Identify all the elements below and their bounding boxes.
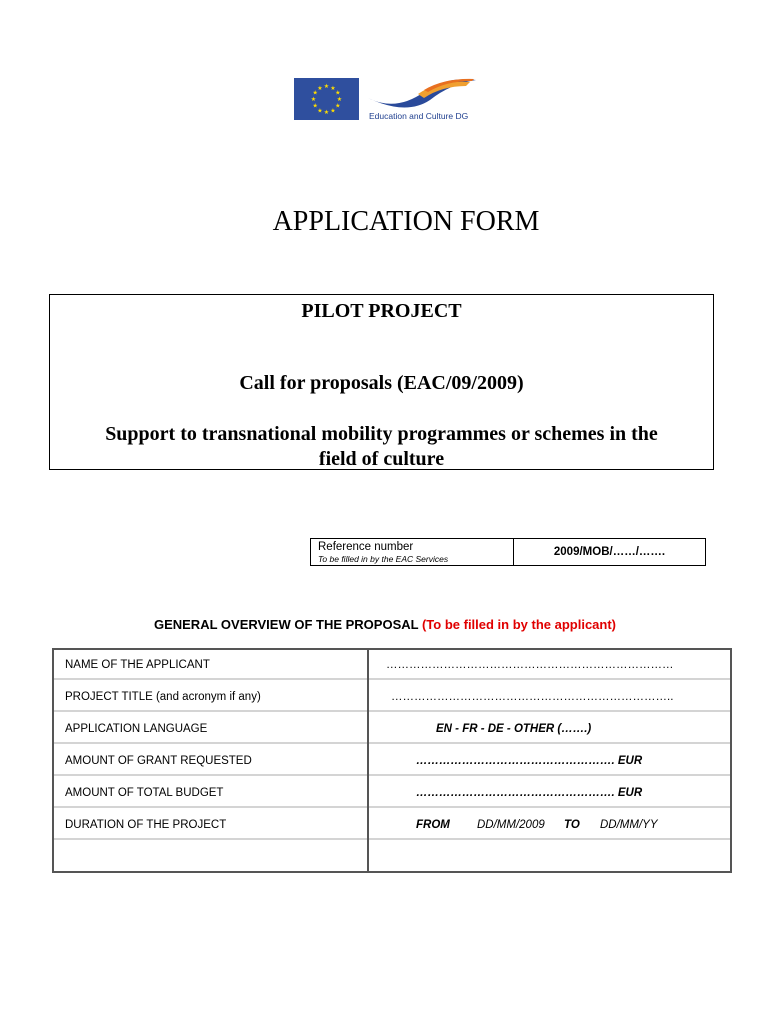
eu-star-icon: ★ (312, 90, 318, 97)
call-for-proposals-heading: Call for proposals (EAC/09/2009) (239, 372, 524, 394)
proposal-overview-table (52, 648, 732, 873)
eu-star-icon: ★ (323, 110, 330, 117)
eu-star-icon: ★ (312, 103, 318, 110)
project-title-field[interactable] (370, 682, 730, 710)
row-label: AMOUNT OF GRANT REQUESTED (65, 755, 252, 767)
duration-to-label: TO (564, 819, 580, 831)
form-title: APPLICATION FORM (272, 206, 540, 237)
table-row-application-language (54, 714, 730, 744)
grant-requested-field[interactable] (370, 746, 730, 774)
eu-star-icon: ★ (330, 108, 336, 115)
row-value: ……………………………………………. EUR (416, 787, 643, 799)
programme-description-line1: Support to transnational mobility programmes or schemes in the (105, 423, 658, 445)
eu-stars-icon (294, 78, 359, 120)
eu-star-icon: ★ (323, 84, 330, 91)
eu-star-icon: ★ (330, 85, 336, 92)
duration-field[interactable] (370, 810, 730, 838)
row-label: PROJECT TITLE (and acronym if any) (65, 691, 261, 703)
row-value: ……………………………………………………………….. (391, 691, 674, 703)
project-info-box (49, 294, 714, 470)
programme-description-line2: field of culture (318, 448, 445, 470)
eu-star-icon: ★ (317, 85, 323, 92)
total-budget-field[interactable] (370, 778, 730, 806)
pilot-project-heading: PILOT PROJECT (301, 300, 462, 322)
reference-label: Reference number (318, 541, 414, 553)
row-label: APPLICATION LANGUAGE (65, 723, 208, 735)
eu-star-icon: ★ (335, 103, 341, 110)
table-row-applicant-name (54, 650, 730, 680)
table-row-duration (54, 810, 730, 840)
row-value: ………………………………………………………………… (386, 659, 674, 671)
overview-heading (0, 617, 770, 632)
eu-star-icon: ★ (310, 97, 317, 104)
education-culture-swoosh-logo (366, 78, 478, 112)
eu-star-icon: ★ (336, 97, 343, 104)
dg-logo-caption: Education and Culture DG (369, 111, 469, 121)
eu-flag-logo (294, 78, 359, 120)
reference-number-box (310, 538, 706, 566)
duration-from-label: FROM (416, 819, 450, 831)
application-language-field[interactable] (370, 714, 730, 742)
eu-star-icon: ★ (335, 90, 341, 97)
table-row-project-title (54, 682, 730, 712)
reference-value-field[interactable]: 2009/MOB/……/……. (553, 546, 666, 558)
duration-end-date: DD/MM/YY (600, 819, 658, 831)
column-divider (367, 650, 369, 871)
empty-field[interactable] (370, 842, 730, 871)
reference-note: To be filled in by the EAC Services (318, 554, 449, 564)
row-label: DURATION OF THE PROJECT (65, 819, 227, 831)
table-row-grant-requested (54, 746, 730, 776)
table-row-total-budget (54, 778, 730, 808)
applicant-name-field[interactable] (370, 650, 730, 678)
table-row-empty (54, 842, 730, 871)
overview-note: (To be filled in by the applicant) (421, 617, 617, 632)
row-label: NAME OF THE APPLICANT (65, 659, 210, 671)
row-value: ……………………………………………. EUR (416, 755, 643, 767)
row-label: AMOUNT OF TOTAL BUDGET (65, 787, 224, 799)
duration-start-date: DD/MM/2009 (477, 819, 545, 831)
reference-label-cell (311, 539, 514, 565)
row-value: EN - FR - DE - OTHER (…….) (436, 723, 592, 735)
eu-star-icon: ★ (317, 108, 323, 115)
overview-title: GENERAL OVERVIEW OF THE PROPOSAL (153, 617, 419, 632)
